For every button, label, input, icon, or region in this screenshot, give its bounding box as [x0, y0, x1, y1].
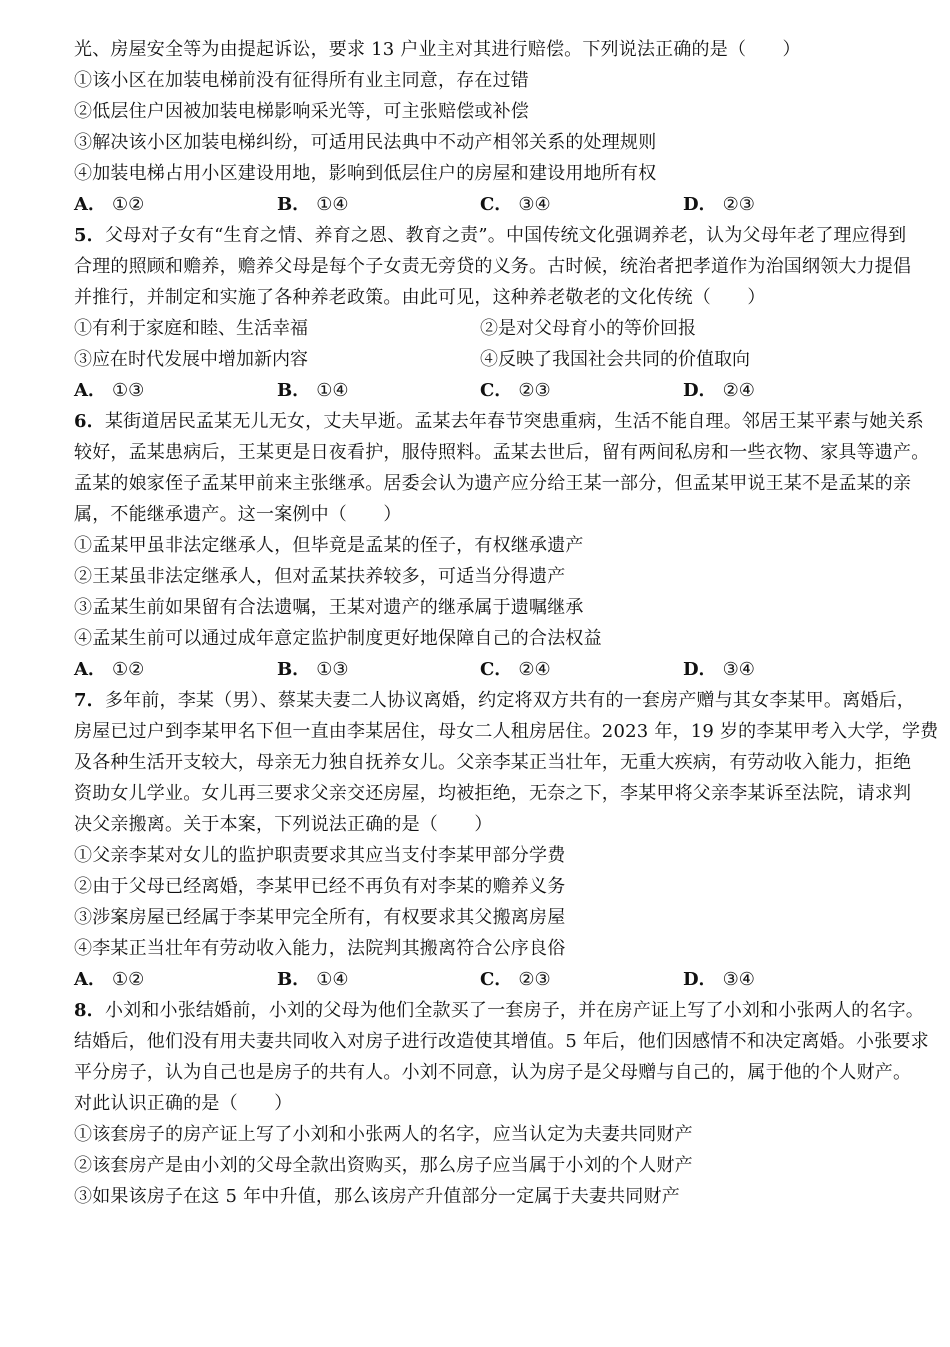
q7-number: 7．: [74, 690, 105, 711]
q7-options: [74, 964, 886, 995]
q5-option-b[interactable]: B． ①④: [277, 380, 349, 401]
q4-option-d[interactable]: D． ②③: [683, 194, 755, 215]
q8-stem-line-2: 结婚后，他们没有用夫妻共同收入对房子进行改造使其增值。5 年后，他们因感情不和决定离婚。小张要求: [74, 1031, 929, 1052]
q6-number: 6．: [74, 411, 105, 432]
q6-stem-line-1: 6．某街道居民孟某无儿无女，丈夫早逝。孟某去年春节突患重病，生活不能自理。邻居王某平素与她关系: [74, 411, 924, 432]
q8-statement-1: ①该套房子的房产证上写了小刘和小张两人的名字，应当认定为夫妻共同财产: [74, 1124, 693, 1145]
q5-option-a[interactable]: A． ①③: [74, 380, 145, 401]
q5-stem-line-1: 5．父母对子女有“生育之情、养育之恩、教育之责”。中国传统文化强调养老，认为父母年老了理应得到: [74, 225, 907, 246]
q6-statement-4: ④孟某生前可以通过成年意定监护制度更好地保障自己的合法权益: [74, 628, 602, 649]
q8-number: 8．: [74, 1000, 105, 1021]
q7-stem-line-5: 决父亲搬离。关于本案，下列说法正确的是（ ）: [74, 814, 493, 835]
q5-stem-line-2: 合理的照顾和赡养，赡养父母是每个子女责无旁贷的义务。古时候，统治者把孝道作为治国纲领大力提倡: [74, 256, 912, 277]
q5-option-c[interactable]: C． ②③: [480, 380, 551, 401]
q6-statement-3: ③孟某生前如果留有合法遗嘱，王某对遗产的继承属于遗嘱继承: [74, 597, 584, 618]
q5-options: [74, 375, 886, 406]
q8-statement-2: ②该套房产是由小刘的父母全款出资购买，那么房子应当属于小刘的个人财产: [74, 1155, 693, 1176]
q4-stem-tail: 光、房屋安全等为由提起诉讼，要求 13 户业主对其进行赔偿。下列说法正确的是（ ）: [74, 39, 801, 60]
q5-option-d[interactable]: D． ②④: [683, 380, 755, 401]
q6-stem-line-2: 较好，孟某患病后，王某更是日夜看护，服侍照料。孟某去世后，留有两间私房和一些衣物、家具等遗产。: [74, 442, 930, 463]
q7-option-c[interactable]: C． ②③: [480, 969, 551, 990]
q6-option-a[interactable]: A． ①②: [74, 659, 145, 680]
q5-statements-row-2: [74, 344, 886, 375]
q7-stem-line-3: 及各种生活开支较大，母亲无力独自抚养女儿。父亲李某正当壮年，无重大疾病，有劳动收入能力，拒绝: [74, 752, 912, 773]
q5-statement-2: ②是对父母育小的等价回报: [480, 318, 696, 339]
q8-stem-line-4: 对此认识正确的是（ ）: [74, 1093, 293, 1114]
exam-page: [74, 34, 939, 1212]
q8-stem-line-3: 平分房子，认为自己也是房子的共有人。小刘不同意，认为房子是父母赠与自己的，属于他的个人财产。: [74, 1062, 912, 1083]
q5-statement-4: ④反映了我国社会共同的价值取向: [480, 349, 750, 370]
q6-stem-line-3: 孟某的娘家侄子孟某甲前来主张继承。居委会认为遗产应分给王某一部分，但孟某甲说王某不是孟某的亲: [74, 473, 912, 494]
q5-statements-row-1: [74, 313, 886, 344]
q8-stem-line-1: 8．小刘和小张结婚前，小刘的父母为他们全款买了一套房子，并在房产证上写了小刘和小张两人的名字。: [74, 1000, 924, 1021]
q6-option-d[interactable]: D． ③④: [683, 659, 755, 680]
q4-statement-1: ①该小区在加装电梯前没有征得所有业主同意，存在过错: [74, 70, 529, 91]
q6-option-c[interactable]: C． ②④: [480, 659, 551, 680]
q8-statement-3: ③如果该房子在这 5 年中升值，那么该房产升值部分一定属于夫妻共同财产: [74, 1186, 680, 1207]
q7-statement-4: ④李某正当壮年有劳动收入能力，法院判其搬离符合公序良俗: [74, 938, 566, 959]
q7-statement-3: ③涉案房屋已经属于李某甲完全所有，有权要求其父搬离房屋: [74, 907, 566, 928]
q5-statement-1: ①有利于家庭和睦、生活幸福: [74, 318, 308, 339]
q5-number: 5．: [74, 225, 105, 246]
q7-stem-line-4: 资助女儿学业。女儿再三要求父亲交还房屋，均被拒绝，无奈之下，李某甲将父亲李某诉至法院，请求判: [74, 783, 912, 804]
q4-option-c[interactable]: C． ③④: [480, 194, 551, 215]
q4-statement-2: ②低层住户因被加装电梯影响采光等，可主张赔偿或补偿: [74, 101, 529, 122]
q7-option-b[interactable]: B． ①④: [277, 969, 349, 990]
q6-statement-1: ①孟某甲虽非法定继承人，但毕竟是孟某的侄子，有权继承遗产: [74, 535, 584, 556]
q5-stem-line-3: 并推行，并制定和实施了各种养老政策。由此可见，这种养老敬老的文化传统（ ）: [74, 287, 766, 308]
q6-stem-line-4: 属，不能继承遗产。这一案例中（ ）: [74, 504, 402, 525]
q5-statement-3: ③应在时代发展中增加新内容: [74, 349, 308, 370]
q7-statement-2: ②由于父母已经离婚，李某甲已经不再负有对李某的赡养义务: [74, 876, 566, 897]
q6-statement-2: ②王某虽非法定继承人，但对孟某扶养较多，可适当分得遗产: [74, 566, 566, 587]
q4-options: [74, 189, 886, 220]
q6-option-b[interactable]: B． ①③: [277, 659, 349, 680]
q4-statement-4: ④加装电梯占用小区建设用地，影响到低层住户的房屋和建设用地所有权: [74, 163, 657, 184]
q4-option-a[interactable]: A． ①②: [74, 194, 145, 215]
q7-stem-line-1: 7．多年前，李某（男）、蔡某夫妻二人协议离婚，约定将双方共有的一套房产赠与其女李某甲。离婚后，: [74, 690, 915, 711]
q6-options: [74, 654, 886, 685]
q7-option-a[interactable]: A． ①②: [74, 969, 145, 990]
q4-statement-3: ③解决该小区加装电梯纠纷，可适用民法典中不动产相邻关系的处理规则: [74, 132, 657, 153]
q7-statement-1: ①父亲李某对女儿的监护职责要求其应当支付李某甲部分学费: [74, 845, 566, 866]
q4-option-b[interactable]: B． ①④: [277, 194, 349, 215]
q7-stem-line-2: 房屋已过户到李某甲名下但一直由李某居住，母女二人租房居住。2023 年，19 岁的李某甲考入大学，学费: [74, 721, 939, 742]
q7-option-d[interactable]: D． ③④: [683, 969, 755, 990]
